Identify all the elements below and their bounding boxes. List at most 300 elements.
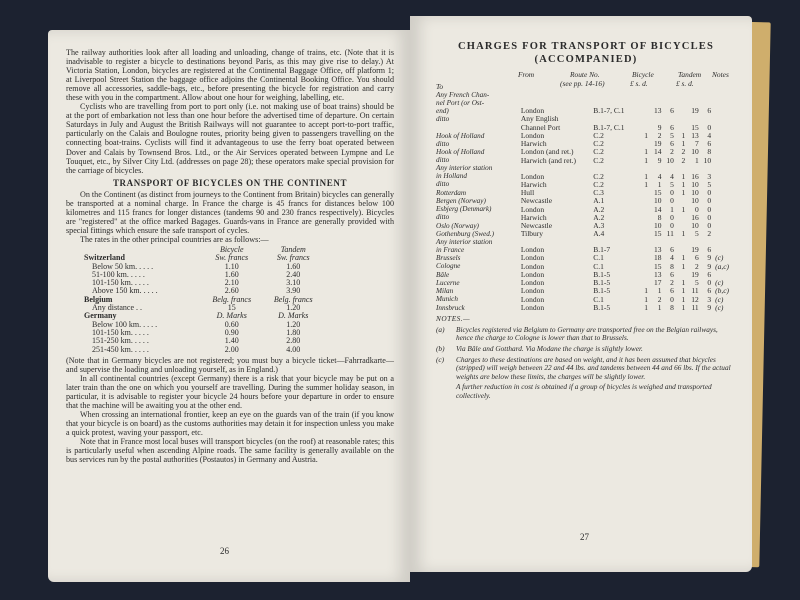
bicycle-pence: 0 bbox=[670, 196, 674, 206]
note-text: A further reduction in cost is obtained if a group of bicycles is weighed and transported collectively. bbox=[456, 382, 712, 400]
tandem-pounds: 1 bbox=[681, 139, 686, 149]
note-ref bbox=[711, 107, 736, 115]
rate-bicycle: 2.60 bbox=[224, 286, 239, 296]
rate-bicycle: 1.40 bbox=[224, 336, 239, 346]
route-cell: C.2 bbox=[593, 171, 604, 181]
tandem-pounds: 1 bbox=[681, 278, 686, 288]
tandem-pence: 0 bbox=[707, 221, 712, 231]
unit-bicycle: Sw. francs bbox=[215, 253, 249, 263]
bicycle-pence: 6 bbox=[670, 139, 674, 149]
right-page bbox=[410, 16, 752, 572]
country-name: Germany bbox=[84, 311, 117, 321]
destination-cell: Any interior station bbox=[436, 237, 493, 246]
destination-cell: Hook of Holland bbox=[436, 131, 485, 140]
unit-tandem: Belg. francs bbox=[273, 294, 313, 304]
table-row bbox=[436, 148, 736, 156]
bicycle-pence: 2 bbox=[670, 278, 674, 288]
note-ref bbox=[711, 100, 736, 108]
destination-cell: end) bbox=[436, 106, 449, 115]
origin-cell: London bbox=[520, 261, 545, 271]
country-name: Switzerland bbox=[84, 253, 125, 263]
note-ref bbox=[711, 165, 736, 173]
tandem-pounds: 1 bbox=[681, 229, 686, 239]
route-cell bbox=[593, 92, 636, 100]
origin-cell: London bbox=[520, 245, 545, 255]
tandem-pence: 6 bbox=[707, 106, 712, 116]
bicycle-shillings: 1 bbox=[657, 286, 662, 296]
notes-section bbox=[436, 315, 736, 400]
destination-cell: nel Port (or Ost- bbox=[436, 98, 485, 107]
bicycle-shillings: 1 bbox=[657, 302, 662, 312]
page-number: 27 bbox=[580, 532, 589, 542]
bicycle-pence: 8 bbox=[670, 261, 674, 271]
rate-bicycle: 2.10 bbox=[224, 278, 239, 288]
tandem-shillings: 11 bbox=[691, 286, 699, 296]
origin-cell: Any English bbox=[520, 114, 559, 124]
origin-cell: London bbox=[520, 253, 545, 263]
paragraph: On the Continent (as distinct from journeys to the Continent from Britain) bicycles can generally be transported at a nominal charge. In France the charge is 45 francs for distances below 100 kilometres and 115 francs for longer distances (tandems 90 and 230 francs respectively). Bicycles are "registered" at the office marked Bagages. Guards-vans in France are generally provided with special fittings which ensure the safe transport of cycles. bbox=[66, 189, 394, 235]
bicycle-pence: 2 bbox=[670, 147, 674, 157]
table-header bbox=[436, 70, 736, 92]
paragraph: Note that in France most local buses will transport bicycles (on the roof) at reasonable rates; this is particularly useful when ascending Alpine roads. The same facility is generally available on the bus services run by the postal authorities (Postautos) in Germany and Austria. bbox=[66, 437, 394, 465]
tandem-pounds bbox=[674, 107, 685, 115]
destination-cell: Gothenburg (Swed.) bbox=[436, 229, 495, 238]
bicycle-pounds bbox=[637, 189, 648, 197]
leader-dots: . . . . bbox=[130, 269, 145, 279]
tandem-pounds bbox=[674, 92, 685, 100]
rate-label: Below 50 km. bbox=[92, 261, 138, 271]
note-item bbox=[436, 345, 736, 354]
route-cell: C.1 bbox=[593, 253, 604, 263]
bicycle-pounds: 1 bbox=[644, 294, 649, 304]
rate-bicycle: 2.00 bbox=[224, 344, 239, 354]
rate-tandem: 1.80 bbox=[286, 327, 301, 337]
destination-cell: Hook of Holland bbox=[436, 148, 485, 157]
bicycle-pence: 10 bbox=[666, 155, 674, 165]
bicycle-pence: 5 bbox=[670, 130, 674, 140]
route-cell: B.1-7, C.1 bbox=[593, 106, 625, 116]
destination-cell: Esbjerg (Denmark) bbox=[436, 205, 492, 214]
tandem-shillings: 0 bbox=[694, 204, 699, 214]
note-item bbox=[436, 356, 736, 382]
bicycle-shillings: 14 bbox=[653, 147, 662, 157]
tandem-pence: 8 bbox=[707, 147, 712, 157]
bicycle-shillings: 2 bbox=[657, 130, 662, 140]
tandem-shillings: 10 bbox=[691, 179, 699, 189]
bicycle-pence: 6 bbox=[670, 122, 674, 132]
route-cell: C.1 bbox=[593, 294, 604, 304]
note-ref bbox=[711, 230, 736, 238]
route-cell: A.2 bbox=[593, 212, 605, 222]
bicycle-pounds bbox=[637, 206, 648, 214]
route-cell: C.2 bbox=[593, 179, 604, 189]
bicycle-pounds: 1 bbox=[644, 171, 649, 181]
table-row bbox=[436, 107, 736, 115]
header-bicycle-lsd: £ s. d. bbox=[630, 79, 648, 88]
table-row bbox=[436, 304, 736, 312]
bicycle-pence: 0 bbox=[670, 294, 674, 304]
tandem-shillings: 7 bbox=[694, 139, 699, 149]
notes-heading: NOTES.— bbox=[436, 314, 471, 324]
bicycle-pence: 6 bbox=[670, 106, 674, 116]
tandem-pence: 0 bbox=[707, 188, 712, 198]
destination-cell: ditto bbox=[436, 213, 450, 222]
note-ref bbox=[711, 206, 736, 214]
tandem-pence: 9 bbox=[707, 261, 712, 271]
tandem-pence: 6 bbox=[707, 286, 712, 296]
page-subtitle: (ACCOMPANIED) bbox=[534, 54, 638, 65]
destination-cell: Oslo (Norway) bbox=[436, 221, 479, 230]
note-key bbox=[436, 383, 456, 400]
col-header-tandem: Tandem bbox=[280, 244, 306, 254]
note-key: (a) bbox=[436, 324, 445, 334]
rate-tandem: 2.40 bbox=[286, 269, 301, 279]
tandem-pence: 9 bbox=[707, 253, 712, 263]
note-text: Bicycles registered via Belgium to Germany are transported free on the Belgian railways, hence the charge to Cologne is lower than that to Brussels. bbox=[456, 324, 718, 343]
bicycle-shillings: 15 bbox=[653, 229, 662, 239]
bicycle-shillings: 13 bbox=[653, 106, 662, 116]
tandem-pence: 0 bbox=[707, 278, 712, 288]
tandem-pounds bbox=[674, 239, 685, 247]
bicycle-pounds: 1 bbox=[644, 179, 649, 189]
origin-cell: Channel Port bbox=[520, 122, 561, 132]
rate-bicycle: 0.60 bbox=[224, 319, 239, 329]
origin-cell: London bbox=[520, 171, 545, 181]
country-name: Belgium bbox=[84, 294, 113, 304]
bicycle-shillings: 8 bbox=[657, 212, 662, 222]
unit-tandem: D. Marks bbox=[278, 311, 309, 321]
tandem-pence: 3 bbox=[707, 171, 712, 181]
bicycle-shillings: 10 bbox=[653, 196, 662, 206]
tandem-pounds bbox=[674, 214, 685, 222]
tandem-shillings: 5 bbox=[694, 229, 699, 239]
left-page-text bbox=[66, 48, 394, 464]
bicycle-pence: 8 bbox=[670, 302, 674, 312]
tandem-pounds bbox=[674, 115, 685, 123]
leader-dots: . . . . bbox=[143, 286, 158, 296]
tandem-shillings: 5 bbox=[694, 278, 699, 288]
bicycle-pence: 0 bbox=[670, 221, 674, 231]
origin-cell: London bbox=[520, 269, 545, 279]
origin-cell: Harwich bbox=[520, 139, 547, 149]
destination-cell: Any interior station bbox=[436, 163, 493, 172]
note-ref: (c) bbox=[715, 294, 724, 304]
tandem-pounds: 1 bbox=[681, 188, 686, 198]
leader-dots: . . . . bbox=[134, 278, 149, 288]
rate-label: Above 150 km. bbox=[92, 286, 142, 296]
note-ref bbox=[711, 222, 736, 230]
note-text: Via Bâle and Gotthard. Via Modane the charge is slightly lower. bbox=[456, 343, 643, 353]
bicycle-shillings: 4 bbox=[657, 171, 662, 181]
note-ref: (a,c) bbox=[715, 261, 730, 271]
origin-cell: London bbox=[520, 286, 545, 296]
tandem-shillings: 6 bbox=[694, 253, 699, 263]
bicycle-pounds bbox=[637, 271, 648, 279]
bicycle-pence bbox=[661, 92, 673, 100]
rate-tandem: 3.10 bbox=[286, 278, 301, 288]
note-ref: (c) bbox=[715, 253, 724, 263]
tandem-shillings: 10 bbox=[691, 147, 699, 157]
note-ref bbox=[711, 92, 736, 100]
tandem-pounds: 2 bbox=[681, 147, 686, 157]
rate-tandem: 2.80 bbox=[286, 336, 301, 346]
bicycle-pence: 11 bbox=[666, 229, 674, 239]
tandem-shillings: 16 bbox=[691, 212, 699, 222]
tandem-pounds bbox=[674, 100, 685, 108]
tandem-pence: 3 bbox=[707, 294, 712, 304]
tandem-pence: 2 bbox=[707, 229, 712, 239]
right-page-content bbox=[436, 40, 736, 400]
bicycle-pence: 4 bbox=[670, 253, 674, 263]
route-cell: C.3 bbox=[593, 188, 604, 198]
tandem-shillings: 1 bbox=[694, 155, 699, 165]
tandem-pence: 6 bbox=[707, 269, 712, 279]
tandem-pounds: 1 bbox=[681, 253, 686, 263]
bicycle-pounds bbox=[637, 107, 648, 115]
destination-cell: Milan bbox=[436, 287, 454, 296]
note-ref bbox=[711, 124, 736, 132]
table-row bbox=[436, 246, 736, 254]
paragraph: The rates in the other principal countries are as follows:— bbox=[80, 234, 269, 244]
route-cell: C.2 bbox=[593, 155, 604, 165]
destination-cell: ditto bbox=[436, 115, 450, 124]
header-tandem-lsd: £ s. d. bbox=[676, 79, 694, 88]
unit-bicycle: Belg. francs bbox=[212, 294, 252, 304]
origin-cell: Harwich bbox=[520, 212, 547, 222]
route-cell: B.1-5 bbox=[593, 269, 611, 279]
destination-cell: ditto bbox=[436, 156, 450, 165]
route-cell: C.2 bbox=[593, 147, 604, 157]
rate-label: 101-150 km. bbox=[92, 327, 133, 337]
header-tandem: Tandem bbox=[678, 70, 702, 79]
tandem-shillings: 12 bbox=[691, 294, 699, 304]
bicycle-pounds bbox=[637, 92, 648, 100]
destination-cell: Lucerne bbox=[436, 278, 460, 287]
bicycle-shillings: 9 bbox=[657, 155, 662, 165]
bicycle-shillings: 13 bbox=[653, 269, 662, 279]
destination-cell: ditto bbox=[436, 180, 450, 189]
bicycle-pence: 6 bbox=[670, 245, 674, 255]
bicycle-pence: 1 bbox=[670, 204, 674, 214]
bicycle-pence: 0 bbox=[670, 188, 674, 198]
rate-bicycle: 1.10 bbox=[224, 261, 239, 271]
tandem-pounds: 1 bbox=[681, 130, 686, 140]
note-ref bbox=[711, 189, 736, 197]
route-cell: C.2 bbox=[593, 139, 604, 149]
bicycle-pounds bbox=[637, 115, 648, 123]
note-ref bbox=[711, 173, 736, 181]
rate-label: Any distance bbox=[92, 303, 134, 313]
tandem-pence bbox=[699, 92, 711, 100]
rate-bicycle: 1.60 bbox=[224, 269, 239, 279]
tandem-shillings: 10 bbox=[691, 196, 699, 206]
tandem-pounds: 1 bbox=[681, 294, 686, 304]
route-cell: C.1 bbox=[593, 261, 604, 271]
unit-tandem: Sw. francs bbox=[276, 253, 310, 263]
leader-dots: . . . . bbox=[143, 319, 158, 329]
tandem-shillings bbox=[685, 92, 698, 100]
bicycle-pence: 6 bbox=[670, 286, 674, 296]
note-ref: (c) bbox=[715, 278, 724, 288]
bicycle-pence: 4 bbox=[670, 171, 674, 181]
header-notes: Notes bbox=[712, 70, 729, 79]
tandem-pence: 0 bbox=[707, 204, 712, 214]
bicycle-pounds: 1 bbox=[644, 302, 649, 312]
note-ref: (c) bbox=[715, 302, 724, 312]
tandem-pence: 0 bbox=[707, 212, 712, 222]
rate-tandem: 4.00 bbox=[286, 344, 301, 354]
tandem-shillings: 19 bbox=[691, 245, 699, 255]
origin-cell: London bbox=[520, 302, 545, 312]
origin-cell: Hull bbox=[520, 188, 535, 198]
bicycle-pounds bbox=[637, 246, 648, 254]
destination-cell: Rotterdam bbox=[436, 188, 467, 197]
tandem-shillings: 10 bbox=[691, 221, 699, 231]
bicycle-shillings: 9 bbox=[657, 122, 662, 132]
rate-bicycle: 15 bbox=[227, 303, 236, 313]
destination-cell: in France bbox=[436, 245, 465, 254]
paragraph: In all continental countries (except Germany) there is a risk that your bicycle may be put on a later train than the one on which you yourself are travelling. During the summer holiday season, in particular, it is advisable to register your bicycle 24 hours before your departure in order to ensure that the machine will be awaiting you at the other end. bbox=[66, 373, 394, 411]
note-ref bbox=[711, 148, 736, 156]
destination-cell: in Holland bbox=[436, 172, 467, 181]
paragraph: (Note that in Germany bicycles are not registered; you must buy a bicycle ticket—Fahrradkarte—and supervise the loading and unloading yourself, as in England.) bbox=[66, 355, 394, 374]
rate-label: Below 100 km. bbox=[92, 319, 142, 329]
tandem-shillings: 2 bbox=[694, 261, 699, 271]
bicycle-pounds bbox=[637, 263, 648, 271]
origin-cell: Harwich bbox=[520, 179, 547, 189]
tandem-pence: 6 bbox=[707, 139, 712, 149]
bicycle-pounds bbox=[637, 197, 648, 205]
col-header-bicycle: Bicycle bbox=[219, 244, 244, 254]
tandem-pence: 5 bbox=[707, 179, 712, 189]
tandem-pence: 4 bbox=[707, 130, 712, 140]
destination-cell bbox=[436, 124, 519, 132]
bicycle-pounds bbox=[637, 222, 648, 230]
origin-cell: London bbox=[520, 106, 545, 116]
tandem-shillings: 15 bbox=[691, 122, 699, 132]
destination-cell: Bâle bbox=[436, 270, 450, 279]
header-route-sub: (see pp. 14-16) bbox=[560, 79, 605, 88]
bicycle-shillings: 1 bbox=[657, 179, 662, 189]
origin-cell: Harwich (and ret.) bbox=[520, 155, 576, 165]
bicycle-shillings: 15 bbox=[653, 261, 662, 271]
leader-dots: . . . . bbox=[139, 261, 154, 271]
note-ref bbox=[711, 132, 736, 140]
bicycle-shillings: 17 bbox=[653, 278, 662, 288]
origin-cell: London bbox=[520, 278, 545, 288]
leader-dots: . . . . bbox=[134, 344, 149, 354]
bicycle-pounds: 1 bbox=[644, 130, 649, 140]
tandem-pounds: 1 bbox=[681, 171, 686, 181]
destination-cell: Innsbruck bbox=[436, 303, 465, 312]
destination-cell: Bergen (Norway) bbox=[436, 196, 486, 205]
charges-table bbox=[436, 92, 736, 312]
rates-table bbox=[84, 246, 324, 354]
bicycle-pounds bbox=[637, 254, 648, 262]
tandem-pounds: 1 bbox=[681, 179, 686, 189]
route-cell: A.4 bbox=[593, 229, 605, 239]
route-cell: B.1-7, C.1 bbox=[593, 122, 625, 132]
bicycle-pounds bbox=[637, 214, 648, 222]
route-cell: B.1-5 bbox=[593, 302, 611, 312]
tandem-pounds: 1 bbox=[681, 302, 686, 312]
section-heading: TRANSPORT OF BICYCLES ON THE CONTINENT bbox=[112, 177, 348, 188]
note-text: Charges to these destinations are based on weight, and it has been assumed that bicycles (stripped) will weigh between 22 and 44 lbs. and tandems between 44 and 66 lbs. If the actual weights are below these limits, the charges will be slightly lower. bbox=[456, 354, 731, 381]
destination-cell: Brussels bbox=[436, 254, 461, 263]
note-ref bbox=[711, 239, 736, 247]
note-ref bbox=[711, 214, 736, 222]
tandem-pence: 10 bbox=[703, 155, 712, 165]
tandem-pence: 9 bbox=[707, 302, 712, 312]
route-cell: A.2 bbox=[593, 204, 605, 214]
route-cell: C.2 bbox=[593, 130, 604, 140]
route-cell: B.1-5 bbox=[593, 286, 611, 296]
origin-cell: Newcastle bbox=[520, 221, 553, 231]
note-ref: (b,c) bbox=[715, 286, 730, 296]
rate-label: 151-250 km. bbox=[92, 336, 133, 346]
bicycle-pounds: 1 bbox=[644, 286, 649, 296]
tandem-shillings: 10 bbox=[691, 188, 699, 198]
unit-bicycle: D. Marks bbox=[216, 311, 247, 321]
route-cell: A.1 bbox=[593, 196, 605, 206]
rate-row bbox=[84, 346, 324, 354]
leader-dots: . . . . bbox=[134, 336, 149, 346]
note-key: (b) bbox=[436, 343, 445, 353]
bicycle-shillings: 13 bbox=[653, 245, 662, 255]
rate-label: 251-450 km. bbox=[92, 344, 133, 354]
leader-dots: . . . . bbox=[134, 327, 149, 337]
rate-label: 51-100 km. bbox=[92, 269, 129, 279]
page-title: CHARGES FOR TRANSPORT OF BICYCLES bbox=[457, 41, 715, 52]
origin-cell: London bbox=[520, 130, 545, 140]
rate-tandem: 1.60 bbox=[286, 261, 301, 271]
table-row bbox=[436, 271, 736, 279]
route-cell: A.3 bbox=[593, 221, 605, 231]
origin-cell bbox=[521, 92, 593, 100]
note-item bbox=[436, 383, 736, 400]
paragraph: The railway authorities look after all loading and unloading, change of trains, etc. (Note that it is inadvisable to register a bicycle to destinations beyond Paris, as this may give rise to delay.) At Victoria Station, London, bicycles are registered at the Continental Baggage Office, off platform 1; at Liverpool Street Station the baggage office adjoins the Continental Booking Office. You should remove all accessories, saddle-bags, etc., before presenting the bicycle for registration and carry these with you in the compartment. Allow about one hour for weighing, labelling, etc. bbox=[66, 48, 394, 103]
note-key: (c) bbox=[436, 354, 445, 364]
bicycle-shillings: 10 bbox=[653, 221, 662, 231]
tandem-shillings: 16 bbox=[691, 171, 699, 181]
paragraph: Cyclists who are travelling from port to port only (i.e. not making use of boat trains) should be at the port of embarkation not less than one hour before the advertised time of departure. On certain Saturdays in July and August the British Railways will not guarantee to accept port-to-port traffic, particularly on the Calais and Boulogne routes, priority being given to passengers travelling on the connecting boat-trains. Cyclists will find it advantageous to use the ferry boat operated between Dover and Calais by Townsend Bros. Ltd., or the Air Services operated between Lympne and Le Touquet, etc., by Silver City Ltd. (addresses on page 28); these operators make special provision for the carriage of bicycles. bbox=[66, 102, 394, 175]
destination-cell: ditto bbox=[436, 139, 450, 148]
origin-cell: London bbox=[520, 294, 545, 304]
bicycle-pence: 0 bbox=[670, 212, 674, 222]
route-cell: B.1-7 bbox=[593, 245, 611, 255]
note-ref bbox=[711, 140, 736, 148]
note-ref bbox=[711, 181, 736, 189]
tandem-shillings: 19 bbox=[691, 106, 699, 116]
leader-dots: . . bbox=[136, 303, 142, 313]
route-cell: B.1-5 bbox=[593, 278, 611, 288]
origin-cell: Tilbury bbox=[520, 229, 544, 239]
header-bicycle: Bicycle bbox=[632, 70, 654, 79]
rate-bicycle: 0.90 bbox=[224, 327, 239, 337]
destination-cell: Cologne bbox=[436, 262, 461, 271]
note-ref bbox=[711, 197, 736, 205]
header-from: From bbox=[518, 70, 535, 79]
bicycle-pounds bbox=[637, 230, 648, 238]
bicycle-shillings bbox=[648, 92, 661, 100]
paragraph: When crossing an international frontier, keep an eye on the guards van of the train (if you know that your bicycle is on board) as the customs authorities may detain it for inspection unless you make a quick protest, waving your passport, etc. bbox=[66, 410, 394, 438]
origin-cell: Newcastle bbox=[520, 196, 553, 206]
rate-tandem: 1.20 bbox=[286, 303, 301, 313]
tandem-pounds: 1 bbox=[681, 286, 686, 296]
tandem-pounds: 2 bbox=[681, 155, 686, 165]
tandem-pence: 0 bbox=[707, 122, 712, 132]
tandem-pounds: 1 bbox=[681, 261, 686, 271]
